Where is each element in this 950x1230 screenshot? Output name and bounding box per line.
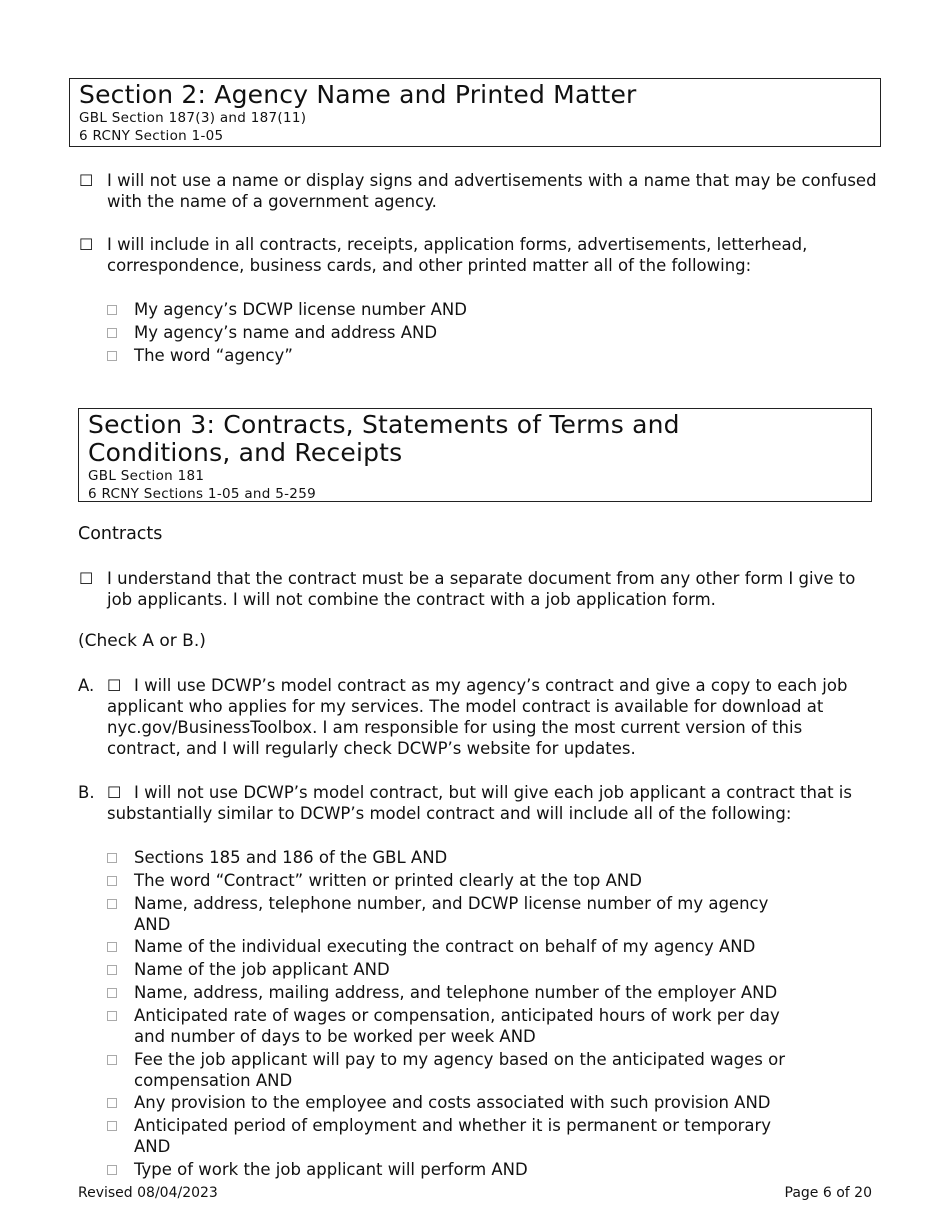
checkbox-icon[interactable]: [107, 351, 117, 361]
checkbox-icon[interactable]: [107, 988, 117, 998]
checkbox-icon[interactable]: [107, 853, 117, 863]
list-item: Name of the individual executing the contract on behalf of my agency AND: [107, 936, 797, 957]
checkbox-icon[interactable]: [107, 899, 117, 909]
section-3-ref-gbl: GBL Section 181: [88, 468, 205, 484]
checkbox-icon[interactable]: [107, 328, 117, 338]
contract-separate-item: [79, 568, 879, 612]
section-3-ref-rcny: 6 RCNY Sections 1-05 and 5-259: [88, 486, 316, 502]
checkbox-icon[interactable]: ☐: [79, 569, 94, 588]
section-2-ref-gbl: GBL Section 187(3) and 187(11): [79, 110, 307, 126]
checkbox-icon[interactable]: [107, 965, 117, 975]
checkbox-icon[interactable]: ☐: [79, 235, 94, 254]
list-item: The word “Contract” written or printed clearly at the top AND: [107, 870, 797, 891]
checkbox-icon[interactable]: ☐: [79, 171, 94, 190]
s2-item-printed-matter: [79, 234, 869, 278]
checkbox-icon[interactable]: [107, 305, 117, 315]
footer-revised-date: Revised 08/04/2023: [78, 1185, 218, 1201]
list-item: My agency’s DCWP license number AND: [107, 299, 837, 320]
option-b-item: [79, 782, 854, 826]
s2-item-text: I will include in all contracts, receipts, application forms, advertisements, letterhead, correspondence, business cards, and other printed matter all of the following:: [107, 235, 808, 275]
checkbox-icon[interactable]: [107, 876, 117, 886]
option-b-sublist: [107, 847, 797, 1182]
list-item: Type of work the job applicant will perform AND: [107, 1159, 797, 1180]
section-2-header: [69, 78, 881, 147]
section-2-title: Section 2: Agency Name and Printed Matter: [79, 80, 637, 109]
checkbox-icon[interactable]: [107, 1055, 117, 1065]
list-item: Fee the job applicant will pay to my agency based on the anticipated wages or compensation AND: [107, 1049, 797, 1091]
list-item: Anticipated period of employment and whether it is permanent or temporary AND: [107, 1115, 797, 1157]
checkbox-icon[interactable]: [107, 1098, 117, 1108]
section-3-header: [78, 408, 872, 502]
section-3-title: Section 3: Contracts, Statements of Terms and Conditions, and Receipts: [88, 410, 680, 467]
option-b-text: I will not use DCWP’s model contract, but will give each job applicant a contract that is substantially similar to DCWP’s model contract and will include all of the following:: [107, 783, 852, 823]
footer-page-number: Page 6 of 20: [784, 1185, 872, 1201]
contract-separate-text: I understand that the contract must be a separate document from any other form I give to job applicants. I will not combine the contract with a job application form.: [107, 569, 856, 609]
option-b-letter: B.: [78, 783, 95, 802]
list-item: Sections 185 and 186 of the GBL AND: [107, 847, 797, 868]
checkbox-icon[interactable]: ☐: [107, 676, 122, 695]
list-item: My agency’s name and address AND: [107, 322, 837, 343]
section-2-ref-rcny: 6 RCNY Section 1-05: [79, 128, 224, 144]
option-a-text: I will use DCWP’s model contract as my agency’s contract and give a copy to each job applicant who applies for my services. The model contract is available for download at nyc.gov/BusinessToolbox. I am responsible for using the most current version of this contract, and I will regularly check DCWP’s website for updates.: [107, 676, 848, 758]
s2-item-name-confusion: [79, 170, 879, 214]
checkbox-icon[interactable]: [107, 1165, 117, 1175]
option-a-item: [79, 675, 864, 763]
list-item: Name, address, telephone number, and DCWP license number of my agency AND: [107, 893, 797, 935]
list-item: Anticipated rate of wages or compensation, anticipated hours of work per day and number of days to be worked per week AND: [107, 1005, 797, 1047]
list-item: Name, address, mailing address, and telephone number of the employer AND: [107, 982, 797, 1003]
checkbox-icon[interactable]: [107, 942, 117, 952]
contracts-heading: Contracts: [78, 524, 163, 544]
s2-sublist: [107, 299, 837, 367]
checkbox-icon[interactable]: [107, 1121, 117, 1131]
checkbox-icon[interactable]: [107, 1011, 117, 1021]
list-item: Name of the job applicant AND: [107, 959, 797, 980]
checkbox-icon[interactable]: ☐: [107, 783, 122, 802]
list-item: The word “agency”: [107, 345, 837, 366]
check-a-or-b-note: (Check A or B.): [78, 631, 206, 651]
option-a-letter: A.: [78, 676, 95, 695]
list-item: Any provision to the employee and costs associated with such provision AND: [107, 1092, 797, 1113]
s2-item-text: I will not use a name or display signs and advertisements with a name that may be confused with the name of a government agency.: [107, 171, 877, 211]
